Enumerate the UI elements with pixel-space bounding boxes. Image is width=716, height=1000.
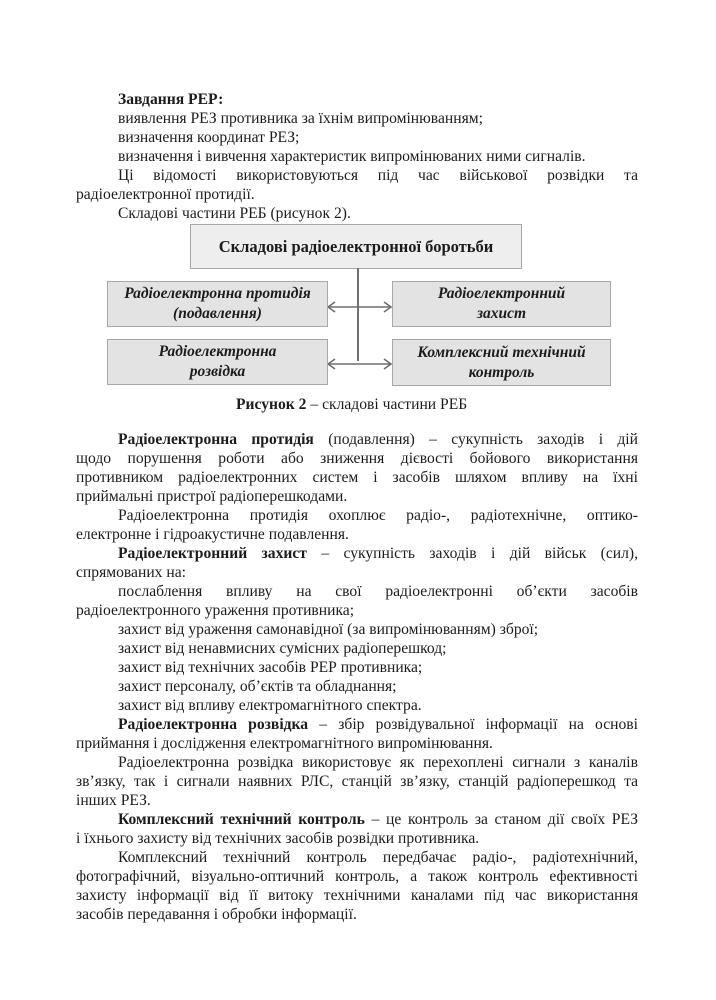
box-label-line: Радіоелектронна протидія bbox=[124, 285, 311, 302]
text-span: – це контроль за станом дії своїх РЕЗ bbox=[364, 811, 639, 828]
paragraph-line bbox=[118, 430, 638, 449]
paragraph-line: Комплексний технічний контроль передбачає радіо-, радіотехнічний, bbox=[118, 849, 638, 866]
text-span: (подавлення) – сукупність заходів і дій bbox=[313, 431, 638, 448]
paragraph-line: Складові частини РЕБ (рисунок 2). bbox=[118, 205, 351, 222]
diagram-box-ep-zakhyst bbox=[392, 281, 611, 327]
box-label-line: Радіоелектронний bbox=[437, 285, 566, 302]
paragraph-line bbox=[118, 810, 638, 829]
figure-caption-text: – складові частини РЕБ bbox=[306, 396, 468, 413]
paragraph-line: щодо порушення роботи або зниження дієвості бойового використання bbox=[76, 450, 638, 467]
box-label-line: Радіоелектронна bbox=[158, 343, 277, 360]
term-bold: Радіоелектронна розвідка bbox=[118, 716, 309, 733]
paragraph-line: інших РЕЗ. bbox=[76, 792, 151, 809]
diagram-box-ep-rozvidka bbox=[107, 339, 328, 385]
box-label-line: контроль bbox=[468, 363, 535, 381]
paragraph-line: і їхнього захисту від технічних засобів розвідки противника. bbox=[76, 830, 480, 847]
task-item: визначення координат РЕЗ; bbox=[118, 129, 300, 146]
diagram-box-ep-protydiia bbox=[107, 281, 328, 327]
box-label-line: (подавлення) bbox=[173, 305, 262, 322]
paragraph-line bbox=[118, 715, 638, 734]
paragraph-line: приймальні пристрої радіоперешкодами. bbox=[76, 488, 348, 505]
paragraph-line: спрямованих на: bbox=[76, 564, 186, 581]
task-item: визначення і вивчення характеристик випромінюваних ними сигналів. bbox=[118, 148, 586, 165]
term-bold: Радіоелектронний захист bbox=[118, 545, 307, 562]
list-item: захист від технічних засобів РЕР противника; bbox=[118, 659, 423, 676]
rer-tasks-heading: Завдання РЕР: bbox=[118, 91, 224, 108]
term-bold: Комплексний технічний контроль bbox=[118, 811, 365, 828]
text-span: – сукупність заходів і дій військ (сил), bbox=[306, 545, 639, 562]
task-item: виявлення РЕЗ противника за їхнім випромінюванням; bbox=[118, 110, 483, 127]
diagram-box-root bbox=[190, 224, 522, 269]
figure-caption bbox=[236, 395, 467, 414]
paragraph-line: засобів передавання і обробки інформації. bbox=[76, 906, 357, 923]
paragraph-line: радіоелектронної протидії. bbox=[76, 186, 255, 203]
list-item: захист від ураження самонавідної (за випромінюванням) зброї; bbox=[118, 621, 539, 638]
box-label-line: захист bbox=[476, 305, 527, 322]
figure-caption-label: Рисунок 2 bbox=[236, 396, 307, 413]
box-label-line: розвідка bbox=[189, 363, 246, 380]
paragraph-line: захисту інформації від її витоку технічними каналами під час використання bbox=[76, 887, 638, 904]
paragraph-line: приймання і дослідження електромагнітного випромінювання. bbox=[76, 735, 493, 752]
list-item: захист від ненавмисних сумісних радіоперешкод; bbox=[118, 640, 447, 657]
paragraph-line: Радіоелектронна протидія охоплює радіо-, радіотехнічне, оптико- bbox=[118, 507, 638, 524]
list-item: радіоелектронного ураження противника; bbox=[76, 602, 355, 619]
list-item: послаблення впливу на свої радіоелектронні об’єкти засобів bbox=[118, 583, 638, 600]
text-span: – збір розвідувальної інформації на основі bbox=[308, 716, 638, 733]
paragraph-line: Радіоелектронна розвідка використовує як перехоплені сигнали з каналів bbox=[118, 754, 638, 771]
paragraph-line: зв’язку, так і сигнали наявних РЛС, станцій зв’язку, станцій радіоперешкод та bbox=[76, 773, 638, 790]
paragraph-line: фотографічний, візуально-оптичний контроль, а також контроль ефективності bbox=[76, 868, 638, 885]
diagram-double-arrows-icon bbox=[325, 298, 395, 372]
paragraph-line bbox=[118, 544, 638, 563]
box-label-line: Комплексний технічний bbox=[417, 343, 586, 361]
diagram-box-root-label: Складові радіоелектронної боротьби bbox=[218, 236, 494, 256]
term-bold: Радіоелектронна протидія bbox=[118, 431, 314, 448]
paragraph-line: Ці відомості використовуються під час військової розвідки та bbox=[118, 167, 638, 184]
diagram-box-kompleksnyi-kontrol bbox=[392, 339, 611, 386]
paragraph-line: електронне і гідроакустичне подавлення. bbox=[76, 526, 349, 543]
paragraph-line: противником радіоелектронних систем і засобів шляхом впливу на їхні bbox=[76, 469, 638, 486]
list-item: захист від впливу електромагнітного спектра. bbox=[118, 697, 422, 714]
list-item: захист персоналу, об’єктів та обладнання; bbox=[118, 678, 397, 695]
